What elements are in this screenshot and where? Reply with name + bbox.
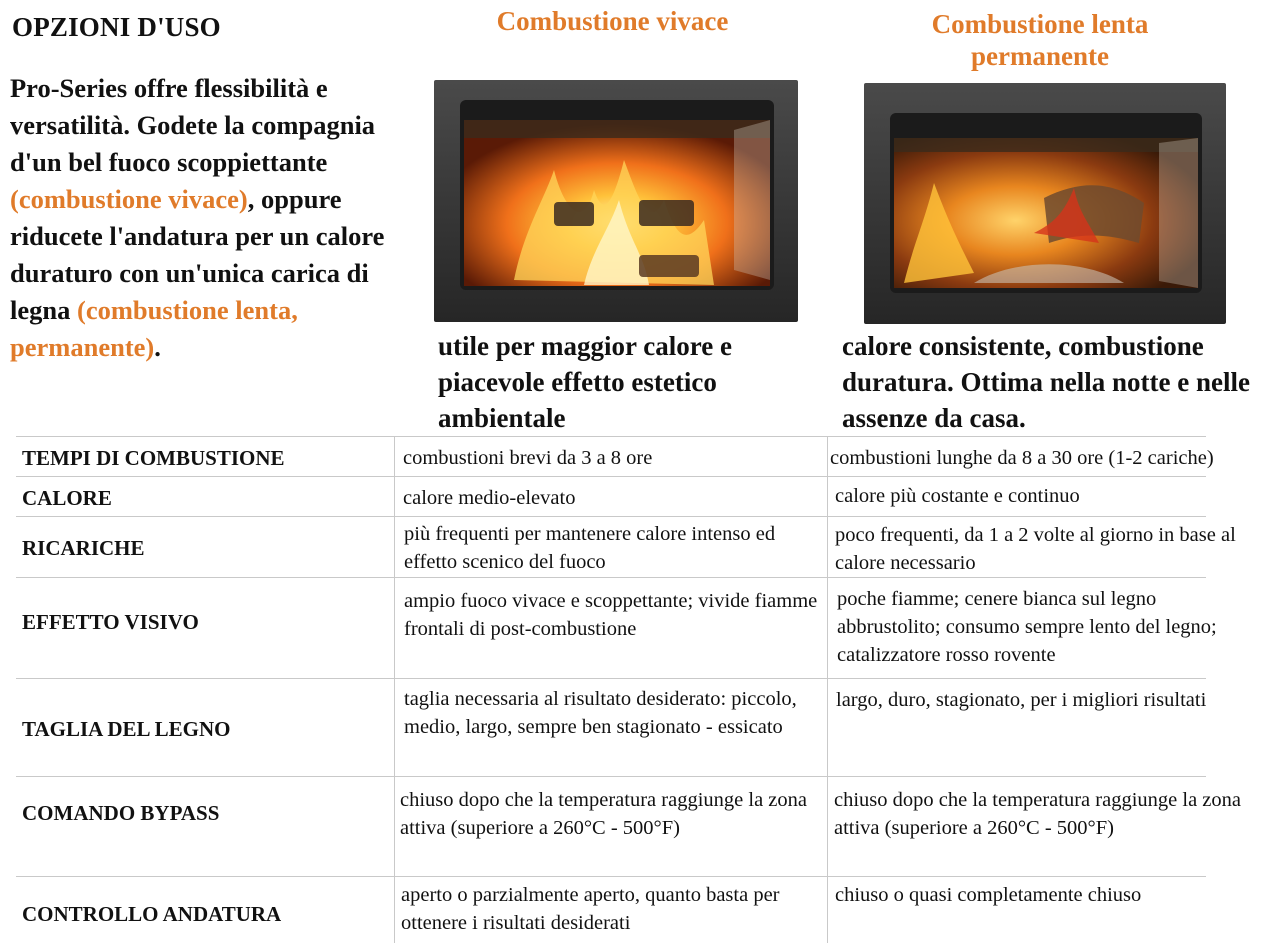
table-divider [16, 577, 1206, 578]
cell-taglia-lenta: largo, duro, stagionato, per i migliori risultati [836, 689, 1207, 711]
row-label-ricariche: RICARICHE [22, 536, 145, 560]
cell-bypass-lenta: chiuso dopo che la temperatura raggiunge la zona attiva (superiore a 260°C - 500°F) [834, 789, 1241, 839]
fireplace-slow-burn-photo [864, 83, 1226, 324]
row-label-taglia-legno: TAGLIA DEL LEGNO [22, 717, 231, 741]
intro-text-1: Pro-Series offre flessibilità e versatilità. Godete la compagnia d'un bel fuoco scoppiettante [10, 73, 376, 177]
intro-text-3: . [154, 332, 161, 362]
caption-vivace: utile per maggior calore e piacevole effetto estetico ambientale [438, 331, 732, 433]
intro-highlight-lenta: (combustione lenta, permanente) [10, 295, 298, 362]
caption-lenta: calore consistente, combustione duratura. Ottima nella notte e nelle assenze da casa. [842, 331, 1250, 433]
table-divider [16, 876, 1206, 877]
row-label-controllo-andatura: CONTROLLO ANDATURA [22, 902, 282, 926]
cell-calore-lenta: calore più costante e continuo [835, 485, 1080, 507]
cell-andatura-vivace: aperto o parzialmente aperto, quanto basta per ottenere i risultati desiderati [401, 884, 780, 934]
table-divider [16, 516, 1206, 517]
table-column-divider [827, 436, 828, 943]
fireplace-vivid-fire-photo [434, 80, 798, 322]
cell-bypass-vivace: chiuso dopo che la temperatura raggiunge la zona attiva (superiore a 260°C - 500°F) [400, 789, 807, 839]
table-divider [16, 776, 1206, 777]
cell-calore-vivace: calore medio-elevato [403, 487, 576, 509]
row-label-calore: CALORE [22, 486, 112, 510]
cell-ricariche-lenta: poco frequenti, da 1 a 2 volte al giorno in base al calore necessario [835, 524, 1236, 574]
cell-ricariche-vivace: più frequenti per mantenere calore intenso ed effetto scenico del fuoco [404, 523, 776, 573]
row-label-tempi: TEMPI DI COMBUSTIONE [22, 446, 285, 470]
table-divider [16, 678, 1206, 679]
intro-highlight-vivace: (combustione vivace) [10, 184, 248, 214]
intro-paragraph [10, 70, 420, 366]
table-divider [16, 436, 1206, 437]
intro-text-2: , oppure riducete l'andatura per un calore duraturo con un'unica carica di legna [10, 184, 385, 325]
heading-combustione-lenta: Combustione lenta permanente [931, 9, 1149, 71]
table-divider [16, 476, 1206, 477]
cell-effetto-lenta: poche fiamme; cenere bianca sul legno abbrustolito; consumo sempre lento del legno; catalizzatore rosso rovente [837, 588, 1217, 666]
cell-effetto-vivace: ampio fuoco vivace e scoppettante; vivide fiamme frontali di post-combustione [404, 590, 818, 640]
row-label-comando-bypass: COMANDO BYPASS [22, 801, 220, 825]
page-title: OPZIONI D'USO [12, 12, 221, 42]
cell-andatura-lenta: chiuso o quasi completamente chiuso [835, 884, 1142, 906]
table-column-divider [394, 436, 395, 943]
row-label-effetto-visivo: EFFETTO VISIVO [22, 610, 199, 634]
cell-taglia-vivace: taglia necessaria al risultato desiderato: piccolo, medio, largo, sempre ben stagionato - essicato [404, 688, 797, 738]
heading-combustione-vivace: Combustione vivace [496, 6, 729, 36]
cell-tempi-lenta: combustioni lunghe da 8 a 30 ore (1-2 cariche) [830, 447, 1214, 469]
cell-tempi-vivace: combustioni brevi da 3 a 8 ore [403, 447, 653, 469]
